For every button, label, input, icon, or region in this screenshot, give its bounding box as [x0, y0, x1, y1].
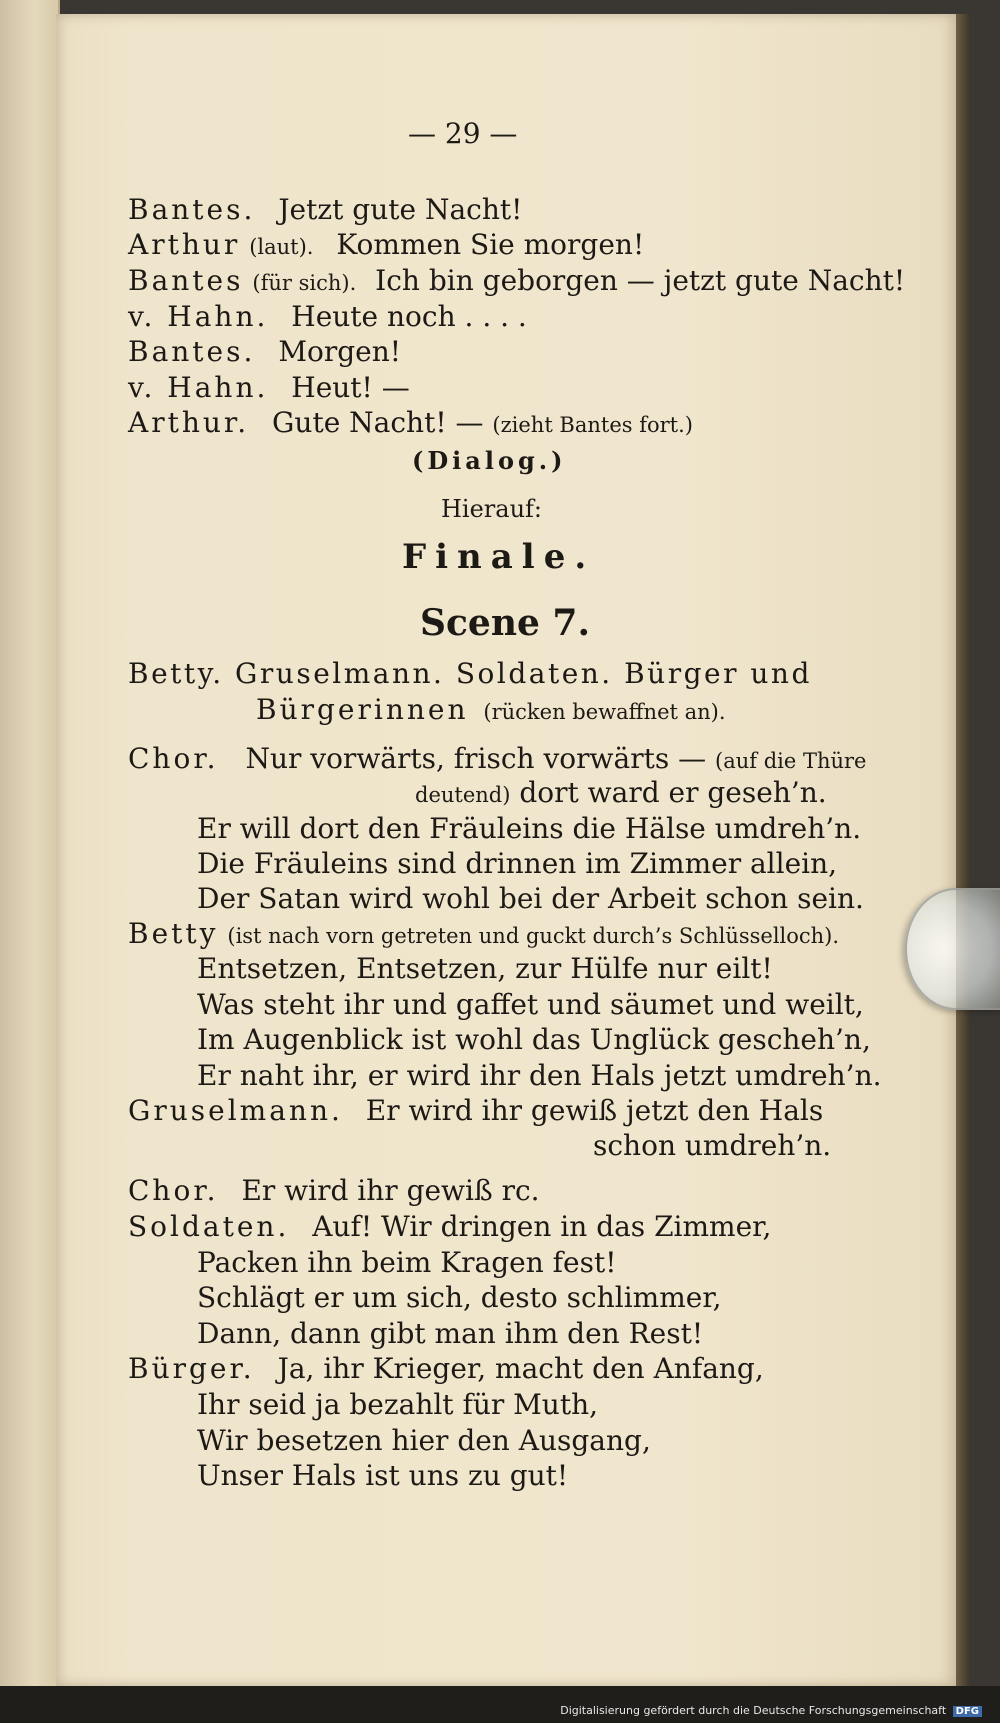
scene-heading: Scene 7.	[420, 602, 591, 644]
line-27	[128, 1210, 772, 1243]
stage-direction: deutend)	[415, 783, 511, 807]
speaker-name: Bantes	[128, 264, 244, 297]
line-31	[128, 1352, 764, 1385]
line-24	[128, 1094, 824, 1127]
line-6	[128, 371, 410, 404]
speaker-name: v. Hahn.	[128, 371, 269, 404]
dialogue-text: Ich bin geborgen — jetzt gute Nacht!	[375, 264, 906, 297]
dialogue-text: Morgen!	[278, 335, 402, 368]
stage-direction: (rücken bewaffnet an).	[483, 700, 726, 724]
page-block-edge	[956, 14, 970, 1686]
verse-line: Schlägt er um sich, desto schlimmer,	[197, 1281, 722, 1314]
verse-line: Unser Hals ist uns zu gut!	[197, 1459, 569, 1492]
stage-direction: (auf die Thüre	[715, 749, 867, 773]
verse-line: Dann, dann gibt man ihm den Rest!	[197, 1317, 704, 1350]
hierauf-note: Hierauf:	[441, 495, 543, 523]
verse-line: Entsetzen, Entsetzen, zur Hülfe nur eilt!	[197, 952, 773, 985]
line-19	[128, 917, 840, 950]
speaker-name: Bürger.	[128, 1352, 255, 1385]
line-2	[128, 228, 645, 261]
cast-list-continued	[256, 693, 726, 726]
finale-heading: Finale.	[402, 537, 596, 577]
dialogue-text: dort ward er geseh’n.	[519, 776, 827, 809]
dialogue-text: Ja, ihr Krieger, macht den Anfang,	[277, 1352, 764, 1385]
previous-page-edge	[0, 0, 60, 1690]
dialogue-text: Er wird ihr gewiß rc.	[241, 1174, 540, 1207]
line-1	[128, 193, 523, 226]
cast-name: Bürgerinnen	[256, 693, 469, 726]
dialogue-text: Auf! Wir dringen in das Zimmer,	[312, 1210, 772, 1243]
stage-direction: (laut).	[249, 235, 314, 259]
verse-line: Wir besetzen hier den Ausgang,	[197, 1424, 651, 1457]
speaker-name: Arthur.	[128, 406, 250, 439]
speaker-name: Bantes.	[128, 335, 256, 368]
dialogue-text: Heute noch . . . .	[291, 300, 527, 333]
verse-line: Die Fräuleins sind drinnen im Zimmer allein,	[197, 847, 838, 880]
speaker-name: Chor.	[128, 742, 219, 775]
dfg-logo: DFG	[953, 1706, 982, 1717]
verse-line: Er naht ihr, er wird ihr den Hals jetzt umdreh’n.	[197, 1059, 882, 1092]
verse-line: Ihr seid ja bezahlt für Muth,	[197, 1388, 599, 1421]
verse-line: Er will dort den Fräuleins die Hälse umdreh’n.	[197, 812, 862, 845]
stage-direction: (zieht Bantes fort.)	[492, 413, 693, 437]
dialogue-text: Gute Nacht! —	[272, 406, 484, 439]
dialogue-text: Er wird ihr gewiß jetzt den Hals	[365, 1094, 824, 1127]
dialog-note: (Dialog.)	[412, 446, 567, 475]
speaker-name: Chor.	[128, 1174, 219, 1207]
dialogue-text: Kommen Sie morgen!	[336, 228, 645, 261]
cast-list: Betty. Gruselmann. Soldaten. Bürger und	[128, 657, 812, 690]
verse-line: Der Satan wird wohl bei der Arbeit schon sein.	[197, 882, 864, 915]
verse-line: Was steht ihr und gaffet und säumet und weilt,	[197, 988, 864, 1021]
speaker-name: Gruselmann.	[128, 1094, 343, 1127]
credit-text: Digitalisierung gefördert durch die Deutsche Forschungsgemeinschaft	[560, 1704, 947, 1717]
digitization-credit	[560, 1704, 982, 1717]
verse-line: Packen ihn beim Kragen fest!	[197, 1246, 617, 1279]
scan-bottom-band	[0, 1686, 1000, 1723]
dialogue-text: Heut! —	[291, 371, 410, 404]
page-holder-clip	[905, 888, 1000, 1010]
line-5	[128, 335, 402, 368]
speaker-name: Betty	[128, 917, 219, 950]
stage-direction: (ist nach vorn getreten und guckt durch’s Schlüsselloch).	[227, 924, 840, 948]
speaker-name: Soldaten.	[128, 1210, 290, 1243]
page-number: — 29 —	[408, 117, 518, 150]
line-7	[128, 406, 693, 439]
dialogue-text: Nur vorwärts, frisch vorwärts —	[245, 742, 707, 775]
line-14	[128, 742, 867, 775]
dialogue-text: Jetzt gute Nacht!	[278, 193, 523, 226]
line-4	[128, 300, 527, 333]
stage-direction: (für sich).	[252, 271, 357, 295]
line-26	[128, 1174, 540, 1207]
speaker-name: v. Hahn.	[128, 300, 269, 333]
line-15	[415, 776, 827, 809]
line-3	[128, 264, 906, 297]
verse-line: schon umdreh’n.	[593, 1129, 832, 1162]
speaker-name: Bantes.	[128, 193, 256, 226]
verse-line: Im Augenblick ist wohl das Unglück gescheh’n,	[197, 1023, 871, 1056]
speaker-name: Arthur	[128, 228, 241, 261]
